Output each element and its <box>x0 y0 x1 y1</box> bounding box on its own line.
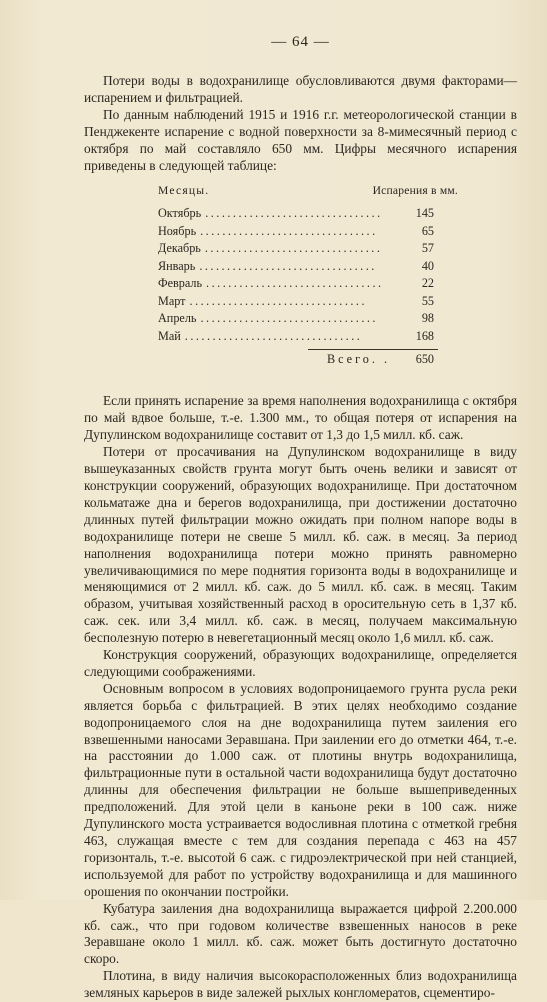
table-row: Апрель ................................ 98 <box>158 311 434 326</box>
table-header <box>158 184 458 197</box>
row-month: Март <box>158 293 186 308</box>
table-row: Январь ................................ 40 <box>158 258 434 273</box>
row-month: Октябрь <box>158 206 202 221</box>
row-value: 55 <box>421 293 434 308</box>
row-month: Ноябрь <box>158 223 197 238</box>
table-row: Октябрь ................................ 145 <box>158 206 434 221</box>
table-row: Ноябрь ................................ 65 <box>158 223 434 238</box>
row-value: 57 <box>421 241 434 256</box>
table-row: Февраль ................................ 22 <box>158 276 434 291</box>
row-value: 40 <box>421 258 434 273</box>
paragraph-silting-volume: Кубатура заиления дна водохранилища выражается цифрой 2.200.000 кб. саж., что при годовом количестве взвешенных наносов в реке Зеравшане около 1 милл. кб. саж. может быть достигнуто достаточно скоро. <box>84 900 517 967</box>
row-value: 168 <box>415 328 434 343</box>
header-month: Месяцы. <box>158 184 210 198</box>
row-month: Апрель <box>158 311 197 326</box>
paragraph-filtration-control: Основным вопросом в условиях водопроницаемого грунта русла реки является борьба с фильтрацией. В этих целях необходимо создание водопроницаемого слоя на дне водохранилища путем заиления его взвешенными наносами Зеравшана. При заилении его до отметки 464, т.-е. на расстоянии до 1.000 саж. от плотины внутрь водохранилища, фильтрационные пути в остальной части водохранилища будут достаточно длинны для обеспечения фильтрации не больше вышеприведенных предположений. Для этой цели в каньоне реки в 100 саж. ниже Дупулинского моста устраивается водосливная плотина с отметкой гребня 463, служащая вместе с тем для создания перепада с 463 на 457 горизонталь, т.-е. высотой 6 саж. с гидроэлектрической при ней станцией, используемой для работ по устройству водохранилища и для машинного орошения по окончании постройки. <box>84 680 517 899</box>
row-month: Декабрь <box>158 241 201 256</box>
evaporation-table <box>158 184 458 367</box>
row-value: 22 <box>421 276 434 291</box>
paragraph-construction: Конструкция сооружений, образующих водохранилище, определяется следующими соображениями. <box>84 647 517 679</box>
paragraph-evaporation-loss: Если принять испарение за время наполнения водохранилища с октября по май вдвое больше, т.-е. 1.300 мм., то общая потеря от испарения на Дупулинском водохранилище составит от 1,3 до 1,5 милл. кб. саж. <box>84 393 517 443</box>
total-label: Всего. . <box>326 352 390 367</box>
paragraph-dam: Плотина, в виду наличия высокорасположенных близ водохранилища земляных карьеров в виде залежей рыхлых конгломератов, сцементиро- <box>84 968 517 1001</box>
table-row: Май ................................ 168 <box>158 328 434 343</box>
row-value: 145 <box>415 206 434 221</box>
row-month: Май <box>158 328 181 343</box>
total-rule <box>308 349 438 350</box>
table-row: Декабрь ................................ 57 <box>158 241 434 256</box>
table-row: Март ................................ 55 <box>158 293 434 308</box>
paragraph-water-loss-factors: Потери воды в водохранилище обусловливаются двумя факторами— испарением и фильтрацией. <box>84 73 517 105</box>
table-total-row <box>158 352 458 367</box>
header-evaporation: Испарения в мм. <box>372 184 458 198</box>
row-value: 98 <box>421 311 434 326</box>
page-number: — 64 — <box>271 34 330 50</box>
row-month: Февраль <box>158 276 203 291</box>
row-value: 65 <box>421 223 434 238</box>
paragraph-seepage-loss: Потери от просачивания на Дупулинском водохранилище в виду вышеуказанных свойств грунта могут быть очень велики и зависят от конструкции сооружений, образующих водохранилище. При достаточном кольматаже дна и берегов водохранилища, при достижении достаточно длинных путей фильтрации можно ожидать при полном напоре воды в водохранилище потери не свеше 5 милл. кб. саж. в месяц. За период наполнения водохранилища потери можно принять равномерно увеличивающимися по мере поднятия горизонта воды в водохранилище и меняющимися от 2 милл. кб. саж. до 5 милл. кб. саж. в месяц. Таким образом, учитывая хозяйственный расход в оросительную сеть в 1,37 кб. саж. сек. или 3,4 милл. кб. саж. в месяц, получаем максимальную бесполезную потерю в невегетационный месяц около 1,6 милл. кб. саж. <box>84 444 517 646</box>
total-value: 650 <box>415 352 434 367</box>
paragraph-evaporation-observations: По данным наблюдений 1915 и 1916 г.г. метеорологической станции в Пенджекенте испарение с водной поверхности за 8-мимесячный период с октября по май составляло 650 мм. Цифры месячного испарения приведены в следующей таблице: <box>84 106 517 173</box>
row-month: Январь <box>158 258 196 273</box>
